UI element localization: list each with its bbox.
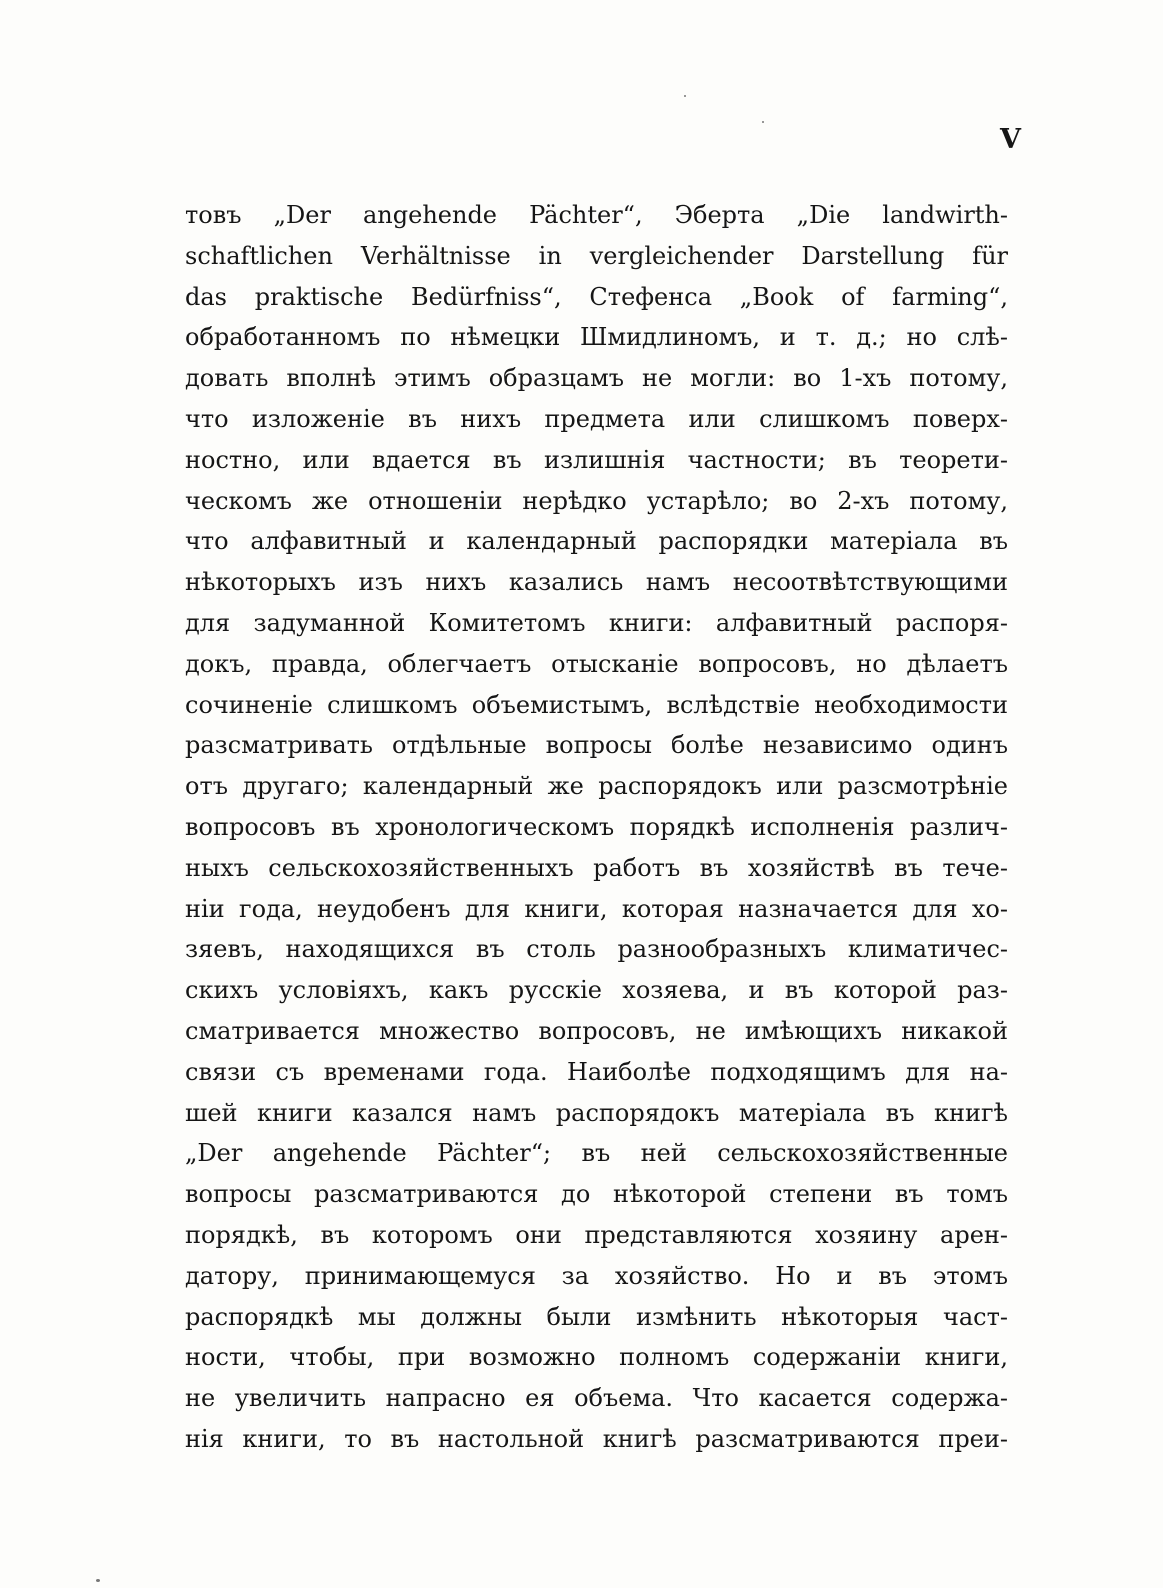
text-line: довать вполнѣ этимъ образцамъ не могли: во 1-хъ потому,	[185, 364, 1008, 393]
text-line: ніи года, неудобенъ для книги, которая назначается для хо-	[185, 894, 1008, 923]
text-line: сочиненіе слишкомъ объемистымъ, вслѣдствіе необходимости	[185, 690, 1008, 719]
text-line: докъ, правда, облегчаетъ отысканіе вопросовъ, но дѣлаетъ	[185, 649, 1008, 678]
text-line: сматривается множество вопросовъ, не имѣющихъ никакой	[185, 1016, 1008, 1045]
text-line: ностно, или вдается въ излишнія частности; въ теорети-	[185, 445, 1008, 474]
scan-speck	[684, 95, 686, 97]
text-line: товъ „Der angehende Pächter“, Эберта „Die landwirth-	[185, 201, 1008, 229]
text-line: скихъ условіяхъ, какъ русскіе хозяева, и въ которой раз-	[185, 976, 1008, 1005]
text-line: schaftlichen Verhältnisse in vergleichender Darstellung für	[185, 241, 1008, 270]
text-line: вопросы разсматриваются до нѣкоторой степени въ томъ	[185, 1180, 1008, 1209]
text-line: отъ другаго; календарный же распорядокъ или разсмотрѣніе	[185, 772, 1008, 801]
text-line: нѣкоторыхъ изъ нихъ казались намъ несоотвѣтствующими	[185, 568, 1008, 597]
text-line: „Der angehende Pächter“; въ ней сельскохозяйственные	[185, 1139, 1008, 1168]
text-line: что изложеніе въ нихъ предмета или слишкомъ поверх-	[185, 404, 1008, 433]
text-line: зяевъ, находящихся въ столь разнообразныхъ климатичес-	[185, 935, 1008, 964]
scan-speck	[96, 1579, 100, 1582]
text-line: das praktische Bedürfniss“, Стефенса „Book of farming“,	[185, 282, 1008, 311]
text-line: нія книги, то въ настольной книгѣ разсматриваются преи-	[185, 1424, 1008, 1453]
text-line: не увеличить напрасно ея объема. Что касается содержа-	[185, 1384, 1008, 1413]
text-line: ческомъ же отношеніи нерѣдко устарѣло; во 2-хъ потому,	[185, 486, 1008, 515]
text-line: для задуманной Комитетомъ книги: алфавитный распоря-	[185, 608, 1008, 637]
text-line: ныхъ сельскохозяйственныхъ работъ въ хозяйствѣ въ тече-	[185, 853, 1008, 882]
text-line: порядкѣ, въ которомъ они представляются хозяину арен-	[185, 1220, 1008, 1249]
text-line: вопросовъ въ хронологическомъ порядкѣ исполненія различ-	[185, 812, 1008, 841]
text-line: шей книги казался намъ распорядокъ матеріала въ книгѣ	[185, 1098, 1008, 1127]
scan-speck	[762, 121, 764, 123]
text-line: связи съ временами года. Наиболѣе подходящимъ для на-	[185, 1057, 1008, 1086]
text-line: разсматривать отдѣльные вопросы болѣе независимо одинъ	[185, 731, 1008, 760]
text-line: датору, принимающемуся за хозяйство. Но и въ этомъ	[185, 1261, 1008, 1290]
text-line: обработанномъ по нѣмецки Шмидлиномъ, и т. д.; но слѣ-	[185, 323, 1008, 352]
text-line: распорядкѣ мы должны были измѣнить нѣкоторыя част-	[185, 1302, 1008, 1331]
text-line: что алфавитный и календарный распорядки матеріала въ	[185, 527, 1008, 556]
page-number: V	[1000, 124, 1021, 155]
body-text	[185, 195, 1008, 1460]
text-line: ности, чтобы, при возможно полномъ содержаніи книги,	[185, 1343, 1008, 1372]
